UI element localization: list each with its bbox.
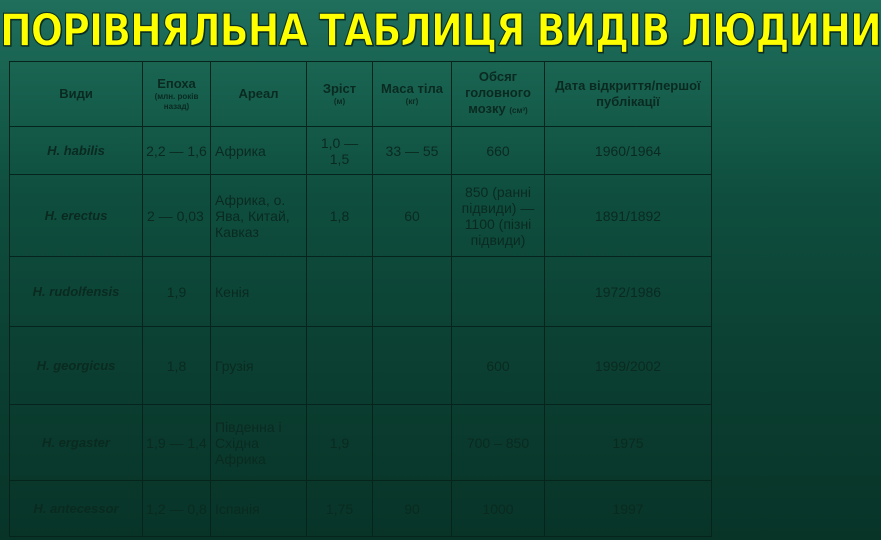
header-epoch-unit: (млн. років назад) — [154, 92, 199, 111]
cell-height: 1,75 — [307, 481, 373, 537]
cell-range: Південна і Східна Африка — [211, 405, 307, 481]
cell-epoch: 1,2 — 0,8 — [143, 481, 211, 537]
cell-epoch: 1,9 — [143, 257, 211, 327]
cell-species: H. antecessor — [10, 481, 143, 537]
cell-mass: 90 — [373, 481, 452, 537]
table-row — [10, 327, 712, 405]
cell-epoch: 1,8 — [143, 327, 211, 405]
header-brain-unit: (см³) — [509, 106, 528, 115]
cell-brain: 600 — [452, 327, 545, 405]
header-discovery: Дата відкриття/першої публікації — [545, 62, 712, 127]
cell-brain: 850 (ранні підвиди) — 1100 (пізні підвиди) — [452, 175, 545, 257]
cell-epoch: 1,9 — 1,4 — [143, 405, 211, 481]
comparison-table — [9, 61, 712, 537]
header-brain — [452, 62, 545, 127]
cell-mass — [373, 405, 452, 481]
header-row — [10, 62, 712, 127]
table-row — [10, 257, 712, 327]
header-epoch-label: Епоха — [157, 76, 196, 91]
header-height — [307, 62, 373, 127]
cell-height: 1,0 — 1,5 — [307, 127, 373, 175]
table-row — [10, 175, 712, 257]
cell-mass — [373, 327, 452, 405]
cell-discovery: 1975 — [545, 405, 712, 481]
header-brain-label: Обсяг головного мозку — [465, 69, 531, 116]
cell-brain — [452, 257, 545, 327]
cell-species: H. georgicus — [10, 327, 143, 405]
header-mass-unit: (кг) — [405, 97, 419, 106]
cell-brain: 1000 — [452, 481, 545, 537]
cell-brain: 660 — [452, 127, 545, 175]
cell-discovery: 1891/1892 — [545, 175, 712, 257]
cell-species: H. rudolfensis — [10, 257, 143, 327]
cell-species: H. erectus — [10, 175, 143, 257]
cell-range: Африка, о. Ява, Китай, Кавказ — [211, 175, 307, 257]
cell-discovery: 1972/1986 — [545, 257, 712, 327]
header-height-label: Зріст — [322, 81, 357, 96]
cell-brain: 700 – 850 — [452, 405, 545, 481]
cell-species: H. ergaster — [10, 405, 143, 481]
header-mass-label: Маса тіла — [381, 81, 443, 96]
cell-species: H. habilis — [10, 127, 143, 175]
cell-mass — [373, 257, 452, 327]
cell-height: 1,8 — [307, 175, 373, 257]
cell-epoch: 2 — 0,03 — [143, 175, 211, 257]
header-epoch — [143, 62, 211, 127]
cell-height — [307, 327, 373, 405]
cell-discovery: 1999/2002 — [545, 327, 712, 405]
cell-height: 1,9 — [307, 405, 373, 481]
header-species: Види — [10, 62, 143, 127]
cell-mass: 60 — [373, 175, 452, 257]
table-row — [10, 481, 712, 537]
cell-mass: 33 — 55 — [373, 127, 452, 175]
cell-discovery: 1960/1964 — [545, 127, 712, 175]
table-row — [10, 405, 712, 481]
cell-discovery: 1997 — [545, 481, 712, 537]
header-mass — [373, 62, 452, 127]
cell-range: Іспанія — [211, 481, 307, 537]
cell-range: Грузія — [211, 327, 307, 405]
header-range: Ареал — [211, 62, 307, 127]
cell-height — [307, 257, 373, 327]
cell-range: Кенія — [211, 257, 307, 327]
cell-epoch: 2,2 — 1,6 — [143, 127, 211, 175]
header-height-unit: (м) — [333, 97, 346, 106]
table-row — [10, 127, 712, 175]
slide-title: ПОРІВНЯЛЬНА ТАБЛИЦЯ ВИДІВ ЛЮДИНИ — [0, 4, 881, 56]
cell-range: Африка — [211, 127, 307, 175]
